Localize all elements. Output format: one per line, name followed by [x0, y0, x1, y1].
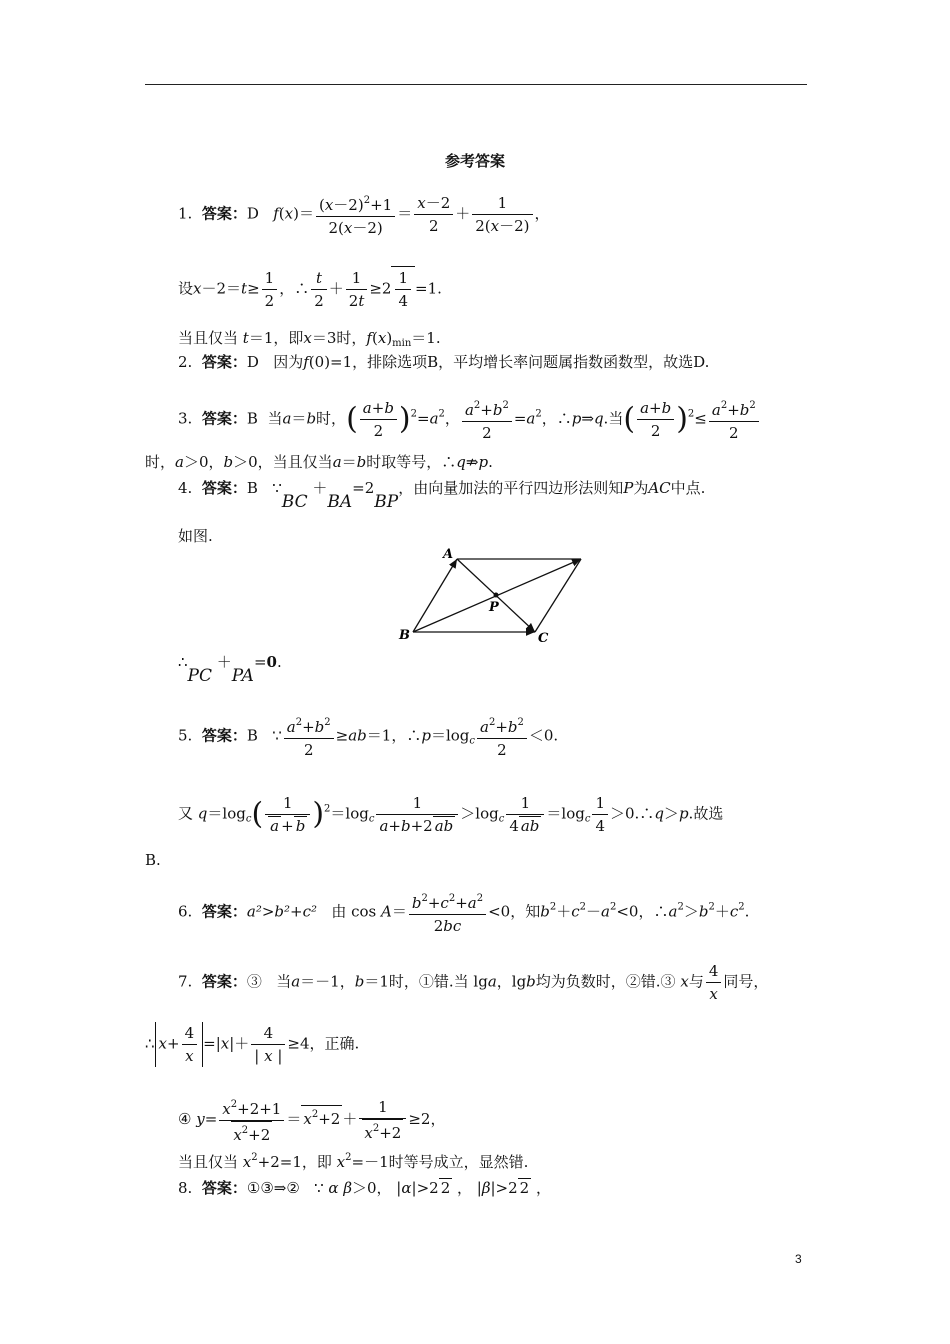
- q2-line: 2. 答案：D 因为f(0)=1，排除选项B，平均增长率问题属指数函数型，故选D.: [178, 353, 710, 371]
- q4-fig-label: 如图.: [178, 527, 213, 545]
- q1-line3: 当且仅当 t＝1，即x＝3时，$f(x)_{min}=1$.: [178, 329, 441, 349]
- q5-line2: 又 $q=\log_c$( $\frac{1}{a + b}$ )$^2=\log_c$ $\frac{1}{a+b+2 ab}$ $>\log_c$ $\frac{1}{4 ab}$ $=\log_c$ $\frac{1}{4}$ ＞0.∴q＞p.故选: [178, 794, 724, 835]
- label-c: C: [538, 631, 549, 646]
- page-number: 3: [795, 1252, 802, 1266]
- label-p: P: [489, 600, 499, 615]
- q1-line2: 设x－2＝t≥ $\frac{1}{2}$ ，∴ $\frac{t}{2}$ ＋ $\frac{1}{2t}$ ≥2 $\frac{1}{4}$ =1.: [178, 266, 442, 312]
- edge-right: [535, 559, 581, 632]
- q7-line1: 7. 答案：③ 当a＝－1，b＝1时，①错.当 lga，lgb均为负数时，②错.③ x与 $\frac{4}{x}$ 同号，: [178, 962, 769, 1003]
- q7-line3: ④ y= $\frac{x^2+2+1}{x^2+2}$ ＝ $x^2+2$ ＋ $\frac{1}{x^2+2}$ ≥2，: [178, 1094, 445, 1146]
- point-p: [494, 593, 499, 598]
- q8-line: 8. 答案：①③⇒② ∵ α β＞0， |α|>2 2 ， |β|>2 2 ，: [178, 1179, 551, 1197]
- q5-line1: 5. 答案：B ∵ $\frac{a^2+b^2}{2}$ ≥ab＝1，$\therefore p=\log_c$ $\frac{a^2+b^2}{2}$ ＜0.: [178, 712, 558, 761]
- label-b: B: [399, 628, 410, 643]
- q3-line2: 时，a＞0，b＞0，当且仅当a＝b时取等号，∴q⇏p.: [145, 453, 493, 471]
- q4-line1: 4. 答案：B ∵BC ＋BA=2BP，由向量加法的平行四边形法则知P为AC中点.: [178, 479, 706, 512]
- q5-line3: B.: [145, 851, 161, 869]
- header-rule: [145, 84, 807, 85]
- edge-ba: [413, 559, 457, 632]
- q3-line1: 3. 答案：B 当a＝b时，( $\frac{a+b}{2}$ )$^2=a^2$， $\frac{a^2+b^2}{2}$ $=a^2$，∴p⇒q.当( $\frac{a+b}{2}$ )$^2$≤ $\frac{a^2+b^2}{2}$: [178, 395, 761, 444]
- label-a: A: [443, 547, 454, 562]
- q7-line2: ∴ x+ $\frac{4}{x}$ =|x|＋ $\frac{4}{| x |}$ ≥4，正确.: [145, 1024, 360, 1065]
- q7-line4: 当且仅当 $x^2+2=1$，即 $x^2=-1$时等号成立，显然错.: [178, 1152, 529, 1171]
- q1-line1: 1. 答案：D f(x)＝ $\frac{(x-2)^2+1}{2(x-2)}$ ＝ $\frac{x-2}{2}$ ＋ $\frac{1}{2(x-2)}$ ，: [178, 190, 550, 239]
- q4-line2: ∴PC ＋PA=0.: [178, 653, 282, 686]
- q6-line: 6. 答案：a²>b²+c² 由 cos A＝ $\frac{b^2+c^2+a^2}{2bc}$ <0，知$b^2+c^2-a^2<0$，$\therefore a^2>b^2+c^2$.: [178, 888, 749, 937]
- parallelogram-figure: [395, 545, 595, 650]
- page-title: 参考答案: [444, 152, 505, 170]
